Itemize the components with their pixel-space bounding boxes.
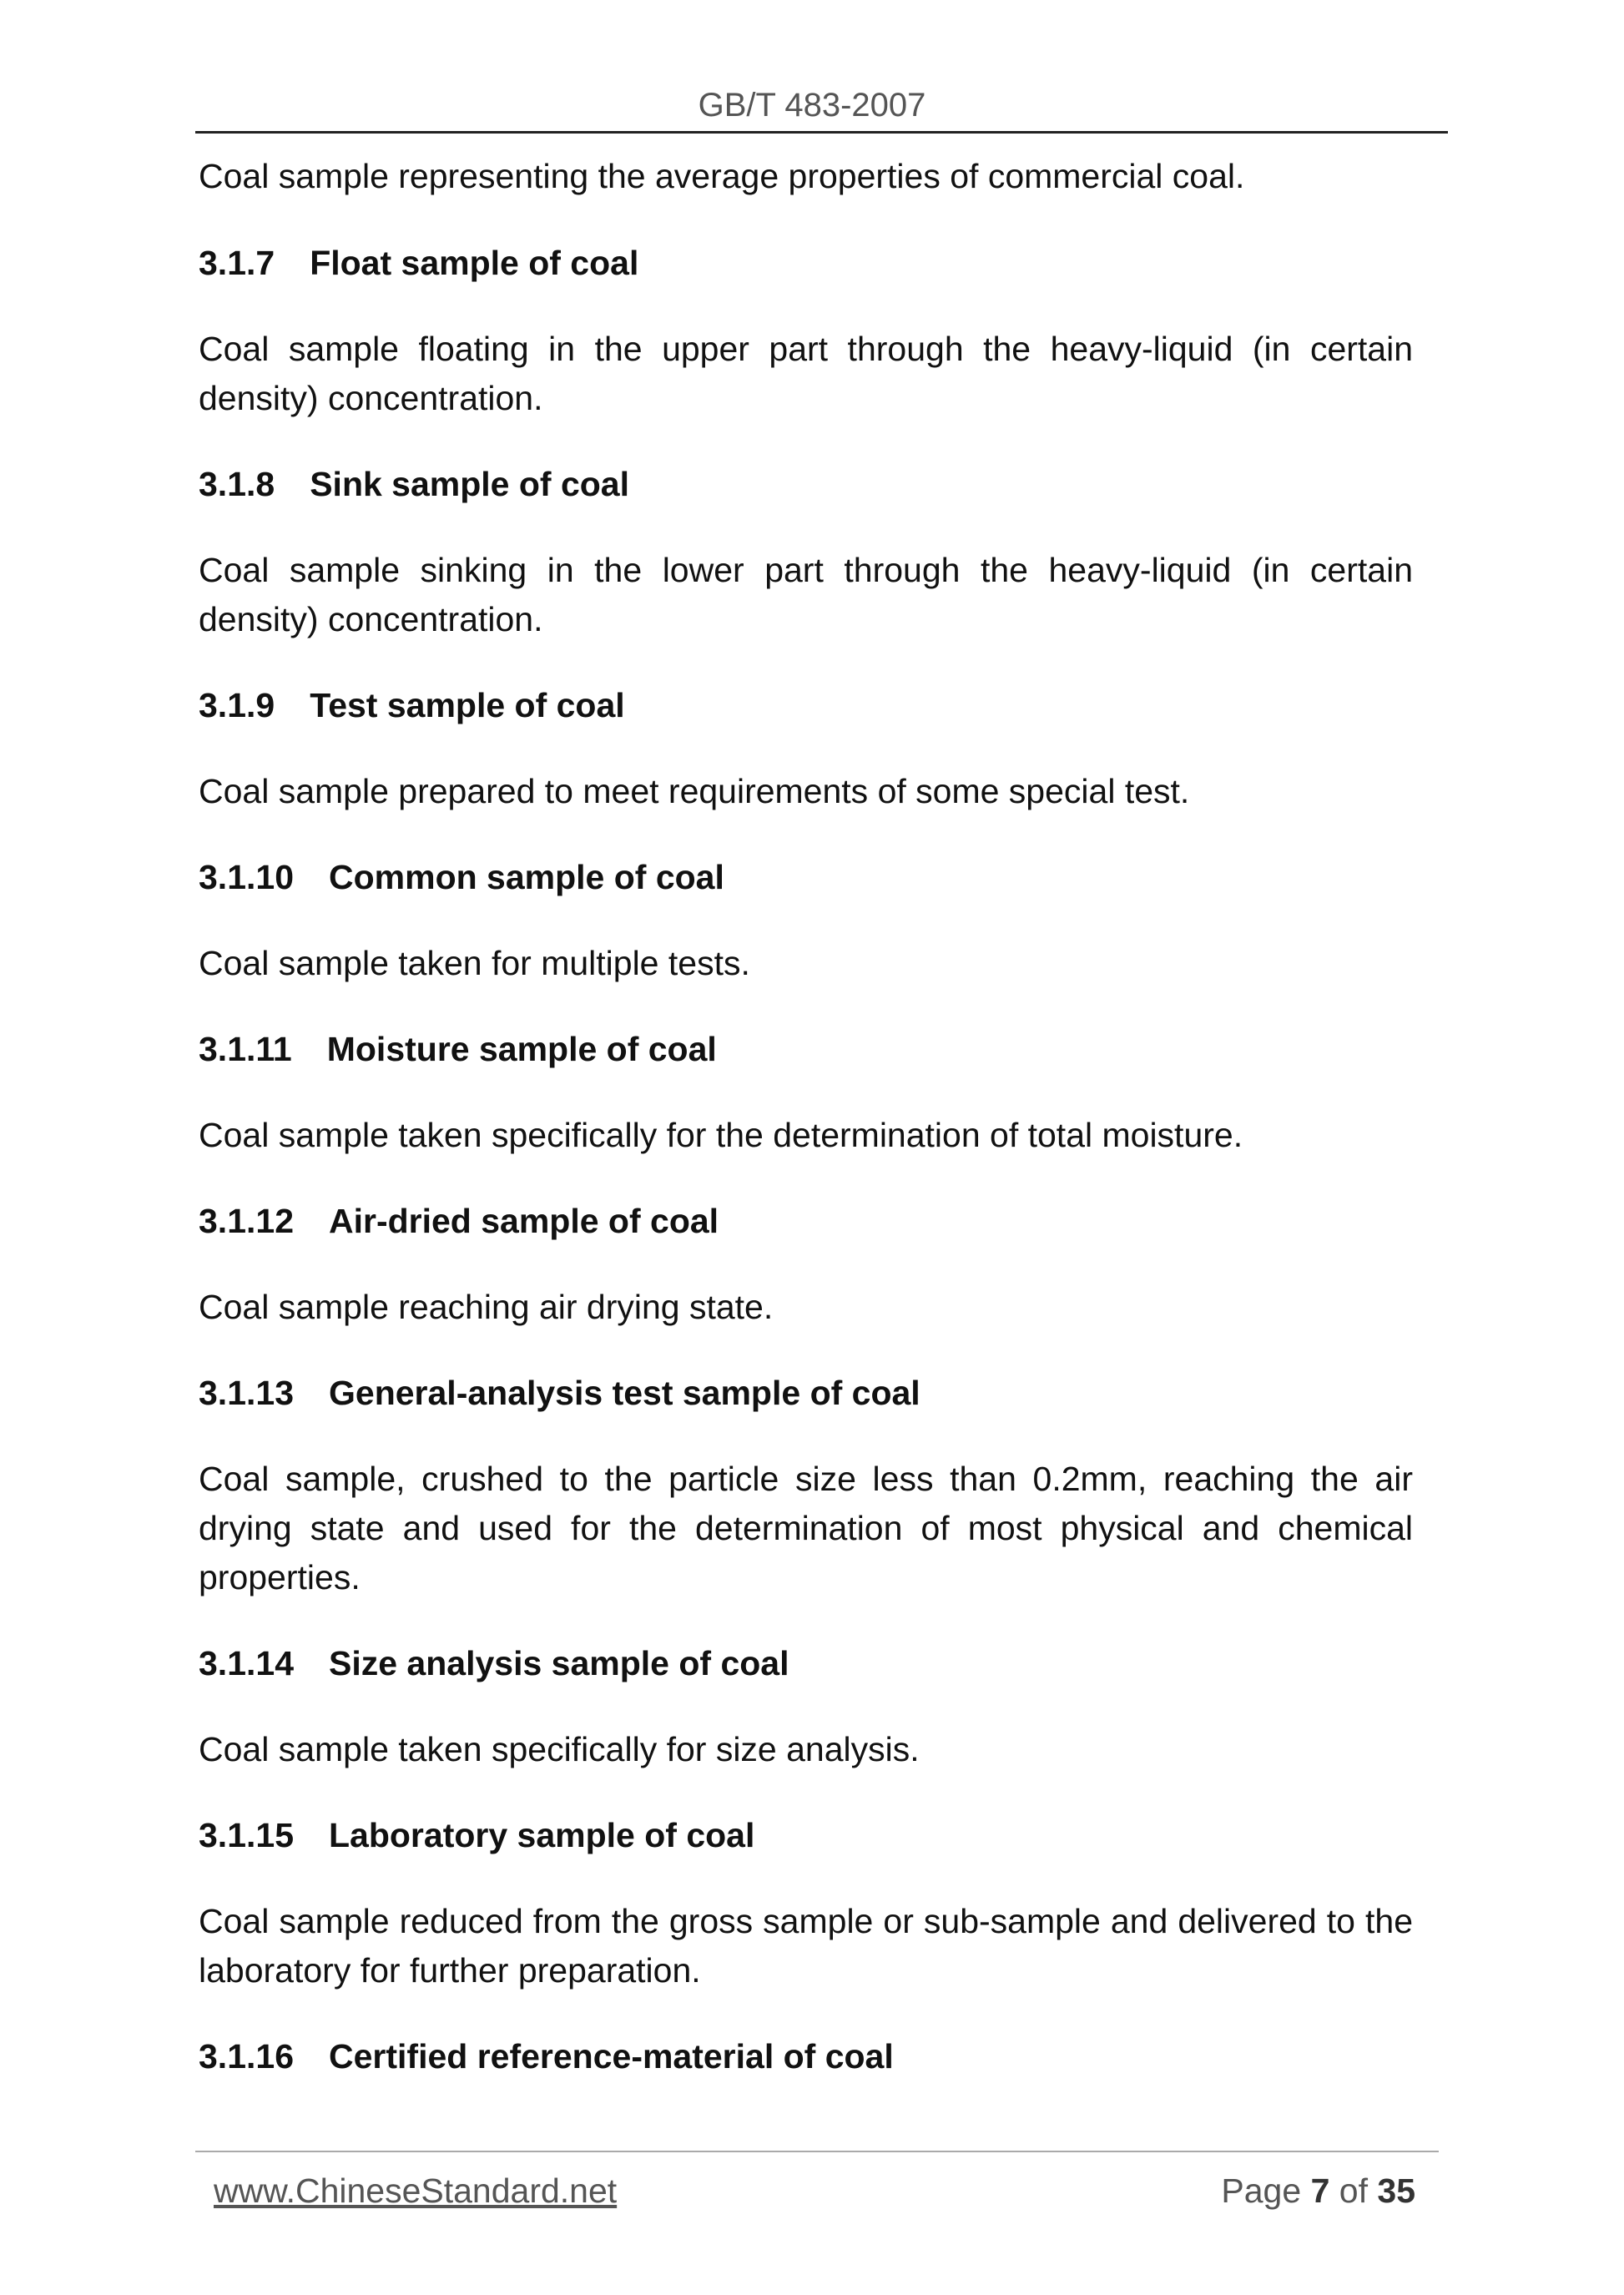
section-number: 3.1.7 (199, 244, 275, 282)
section-title: Air-dried sample of coal (329, 1202, 719, 1240)
document-header-title: GB/T 483-2007 (698, 87, 926, 124)
section-number: 3.1.14 (199, 1644, 294, 1682)
section-heading-3-1-8 (199, 460, 1413, 509)
footer-divider (195, 2151, 1439, 2152)
total-page-count: 35 (1377, 2171, 1415, 2210)
section-heading-3-1-11 (199, 1025, 1413, 1074)
section-title: Test sample of coal (310, 686, 625, 724)
section-heading-3-1-14 (199, 1639, 1413, 1688)
section-title: Float sample of coal (310, 244, 639, 282)
section-number: 3.1.12 (199, 1202, 294, 1240)
section-number: 3.1.10 (199, 858, 294, 896)
section-title: Certified reference-material of coal (329, 2037, 894, 2076)
section-title: General-analysis test sample of coal (329, 1374, 920, 1412)
section-heading-3-1-7 (199, 239, 1413, 288)
section-heading-3-1-12 (199, 1197, 1413, 1246)
section-paragraph-3-1-14: Coal sample taken specifically for size analysis. (199, 1730, 920, 1768)
section-title: Sink sample of coal (310, 465, 629, 503)
section-number: 3.1.9 (199, 686, 275, 724)
header-divider (195, 131, 1448, 134)
section-paragraph-3-1-9: Coal sample prepared to meet requirements of some special test. (199, 772, 1190, 810)
section-paragraph-3-1-13: Coal sample, crushed to the particle size less than 0.2mm, reaching the air drying state and used for the determination of most physical and chemical properties. (199, 1460, 1413, 1596)
document-body (199, 152, 1413, 2118)
section-paragraph-3-1-8: Coal sample sinking in the lower part through the heavy-liquid (in certain density) concentration. (199, 551, 1413, 638)
page-word: Page (1221, 2171, 1302, 2210)
section-title: Moisture sample of coal (326, 1030, 717, 1068)
section-heading-3-1-15 (199, 1811, 1413, 1860)
section-title: Size analysis sample of coal (329, 1644, 789, 1682)
section-paragraph-3-1-12: Coal sample reaching air drying state. (199, 1288, 774, 1326)
section-number: 3.1.13 (199, 1374, 294, 1412)
section-number: 3.1.16 (199, 2037, 294, 2076)
section-number: 3.1.15 (199, 1816, 294, 1854)
page-indicator (1221, 2171, 1415, 2211)
section-paragraph-3-1-11: Coal sample taken specifically for the determination of total moisture. (199, 1116, 1243, 1154)
website-link[interactable]: www.ChineseStandard.net (214, 2171, 618, 2210)
section-number: 3.1.11 (199, 1030, 292, 1068)
intro-paragraph: Coal sample representing the average properties of commercial coal. (199, 157, 1245, 195)
section-paragraph-3-1-15: Coal sample reduced from the gross sample or sub-sample and delivered to the laboratory for further preparation. (199, 1902, 1413, 1990)
section-heading-3-1-10 (199, 853, 1413, 902)
section-number: 3.1.8 (199, 465, 275, 503)
section-heading-3-1-9 (199, 681, 1413, 730)
section-heading-3-1-13 (199, 1369, 1413, 1418)
page-of-word: of (1339, 2171, 1368, 2210)
section-paragraph-3-1-7: Coal sample floating in the upper part through the heavy-liquid (in certain density) concentration. (199, 330, 1413, 417)
section-paragraph-3-1-10: Coal sample taken for multiple tests. (199, 944, 750, 982)
section-heading-3-1-16 (199, 2032, 1413, 2081)
section-title: Common sample of coal (329, 858, 724, 896)
page-footer (214, 2171, 1415, 2222)
section-title: Laboratory sample of coal (329, 1816, 755, 1854)
current-page-number: 7 (1310, 2171, 1330, 2210)
